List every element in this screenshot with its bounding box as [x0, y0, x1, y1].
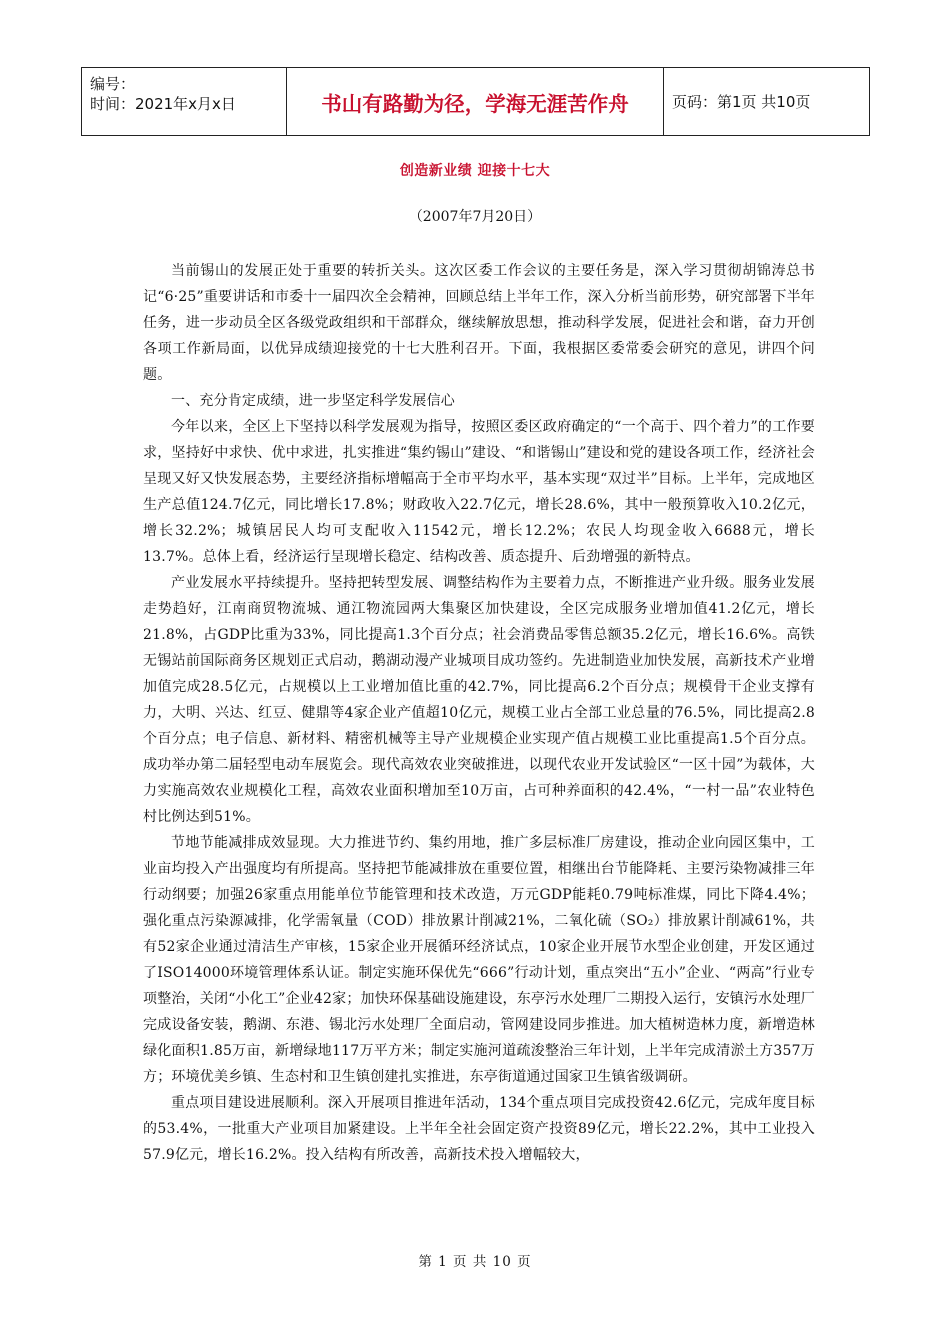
paragraph-projects: 重点项目建设进展顺利。深入开展项目推进年活动，134个重点项目完成投资42.6亿元，完成年度目标的53.4%，一批重大产业项目加紧建设。上半年全社会固定资产投资89亿元，增长22.2%，其中工业投入57.9亿元，增长16.2%。投入结构有所改善，高新技术投入增幅较大，: [143, 1095, 815, 1163]
section-heading: 一、充分肯定成绩，进一步坚定科学发展信心: [171, 393, 455, 409]
header-table: [81, 67, 870, 136]
page-info: 页码：第1页 共10页: [672, 93, 811, 111]
paragraph-intro: 当前锡山的发展正处于重要的转折关头。这次区委工作会议的主要任务是，深入学习贯彻胡锦涛总书记“6·25”重要讲话和市委十一届四次全会精神，回顾总结上半年工作，深入分析当前形势，研究部署下半年任务，进一步动员全区各级党政组织和干部群众，继续解放思想，推动科学发展，促进社会和谐，奋力开创各项工作新局面，以优异成绩迎接党的十七大胜利召开。下面，我根据区委常委会研究的意见，讲四个问题。: [143, 263, 815, 383]
document-date: （2007年7月20日）: [408, 209, 542, 225]
document-body: [143, 258, 815, 1168]
document-title: 创造新业绩 迎接十七大: [399, 163, 551, 179]
paragraph-overview: 今年以来，全区上下坚持以科学发展观为指导，按照区委区政府确定的“一个高于、四个着力”的工作要求，坚持好中求快、优中求进，扎实推进“集约锡山”建设、“和谐锡山”建设和党的建设各项工作，经济社会呈现又好又快发展态势，主要经济指标增幅高于全市平均水平，基本实现“双过半”目标。上半年，完成地区生产总值124.7亿元，同比增长17.8%；财政收入22.7亿元，增长28.6%，其中一般预算收入10.2亿元，增长32.2%；城镇居民人均可支配收入11542元，增长12.2%；农民人均现金收入6688元，增长13.7%。总体上看，经济运行呈现增长稳定、结构改善、质态提升、后劲增强的新特点。: [143, 419, 815, 565]
motto: 书山有路勤为径，学海无涯苦作舟: [321, 91, 629, 116]
paragraph-industry: 产业发展水平持续提升。坚持把转型发展、调整结构作为主要着力点，不断推进产业升级。服务业发展走势趋好，江南商贸物流城、通江物流园两大集聚区加快建设，全区完成服务业增加值41.2亿元，增长21.8%，占GDP比重为33%，同比提高1.3个百分点；社会消费品零售总额35.2亿元，增长16.6%。高铁无锡站前国际商务区规划正式启动，鹅湖动漫产业城项目成功签约。先进制造业加快发展，高新技术产业增加值完成28.5亿元，占规模以上工业增加值比重的42.7%，同比提高6.2个百分点；规模骨干企业支撑有力，大明、兴达、红豆、健鼎等4家企业产值超10亿元，规模工业占全部工业总量的76.5%，同比提高2.8个百分点；电子信息、新材料、精密机械等主导产业规模企业实现产值占规模工业比重提高1.5个百分点。成功举办第二届轻型电动车展览会。现代高效农业突破推进，以现代农业开发试验区“一区十园”为载体，大力实施高效农业规模化工程，高效农业面积增加至10万亩，占可种养面积的42.4%，“一村一品”农业特色村比例达到51%。: [143, 575, 815, 825]
time-label: 时间：2021年x月x日: [90, 95, 236, 113]
page-info-cell: [664, 68, 870, 136]
number-label: 编号：: [90, 75, 136, 93]
motto-cell: [287, 68, 664, 136]
page-footer: 第 1 页 共 10 页: [418, 1254, 532, 1270]
header-meta-cell: [82, 68, 287, 136]
paragraph-energy: 节地节能减排成效显现。大力推进节约、集约用地，推广多层标准厂房建设，推动企业向园区集中，工业亩均投入产出强度均有所提高。坚持把节能减排放在重要位置，相继出台节能降耗、主要污染物减排三年行动纲要；加强26家重点用能单位节能管理和技术改造，万元GDP能耗0.79吨标准煤，同比下降4.4%；强化重点污染源减排，化学需氧量（COD）排放累计削减21%，二氧化硫（SO₂）排放累计削减61%，共有52家企业通过清洁生产审核，15家企业开展循环经济试点，10家企业开展节水型企业创建，开发区通过了ISO14000环境管理体系认证。制定实施环保优先“666”行动计划，重点突出“五小”企业、“两高”行业专项整治，关闭“小化工”企业42家；加快环保基础设施建设，东亭污水处理厂二期投入运行，安镇污水处理厂完成设备安装，鹅湖、东港、锡北污水处理厂全面启动，管网建设同步推进。加大植树造林力度，新增造林绿化面积1.85万亩，新增绿地117万平方米；制定实施河道疏浚整治三年计划，上半年完成清淤土方357万方；环境优美乡镇、生态村和卫生镇创建扎实推进，东亭街道通过国家卫生镇省级调研。: [143, 835, 815, 1085]
